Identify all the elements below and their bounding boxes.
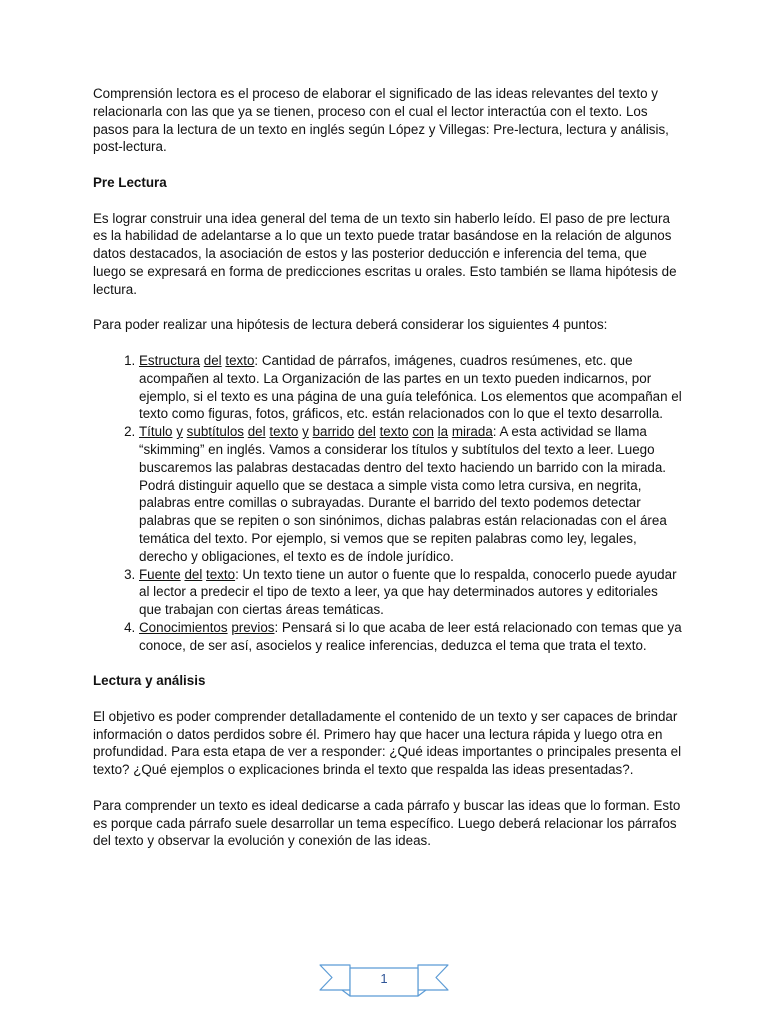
section-heading-lectura-analisis: Lectura y análisis	[93, 673, 206, 689]
page-number: 1	[380, 971, 388, 986]
point-text: : Cantidad de párrafos, imágenes, cuadros resúmenes, etc. que acompañen al texto. La Organización de las partes en un texto pueden indicarnos, por ejemplo, si el texto es una página de una guía telefónica. Los elementos que acompañan el texto como figuras, fotos, gráficos, etc. están relacionados con lo que el texto desarrolla.	[139, 352, 682, 422]
points-intro: Para poder realizar una hipótesis de lectura deberá considerar los siguientes 4 puntos:	[93, 317, 608, 333]
page-footer	[318, 962, 450, 998]
lectura-analisis-paragraph-1: El objetivo es poder comprender detalladamente el contenido de un texto y ser capaces de brindar información o datos perdidos sobre él. Primero hay que hacer una lectura rápida y luego otra en profundidad. Para esta etapa de ver a responder: ¿Qué ideas importantes o principales presenta el texto? ¿Qué ejemplos o explicaciones brinda el texto que respalda las ideas presentadas?.	[93, 708, 682, 778]
lectura-analisis-paragraph-2: Para comprender un texto es ideal dedicarse a cada párrafo y buscar las ideas que lo forman. Esto es porque cada párrafo suele desarrollar un tema específico. Luego deberá relacionar los párrafos del texto y observar la evolución y conexión de las ideas.	[93, 797, 681, 849]
document-page	[93, 85, 683, 868]
point-text: : A esta actividad se llama “skimming” en inglés. Vamos a considerar los títulos y subtítulos del texto a leer. Luego buscaremos las palabras destacadas dentro del texto haciendo un barrido con la mirada. Podrá distinguir aquello que se destaca a simple vista como letra cursiva, en negrita, palabras entre comillas o subrayadas. Durante el barrido del texto podemos detectar palabras que se repiten o son sinónimos, dichas palabras están relacionadas con el área temática del texto. Por ejemplo, si vemos que se repiten palabras como ley, legales, derecho y obligaciones, el texto es de índole jurídico.	[139, 424, 667, 564]
list-item	[139, 619, 683, 655]
pre-lectura-paragraph: Es lograr construir una idea general del tema de un texto sin haberlo leído. El paso de pre lectura es la habilidad de adelantarse a lo que un texto puede tratar basándose en la relación de algunos datos destacados, la asociación de estos y las posterior deducción e inferencia del tema, que luego se expresará en forma de predicciones escritas u orales. Esto también se llama hipótesis de lectura.	[93, 210, 677, 297]
point-title: Estructura del texto	[139, 352, 255, 368]
list-item	[139, 566, 683, 619]
section-heading-pre-lectura: Pre Lectura	[93, 174, 167, 190]
intro-paragraph: Comprensión lectora es el proceso de elaborar el significado de las ideas relevantes del texto y relacionarla con las que ya se tienen, proceso con el cual el lector interactúa con el texto. Los pasos para la lectura de un texto en inglés según López y Villegas: Pre-lectura, lectura y análisis, post-lectura.	[93, 86, 669, 155]
point-title: Fuente del texto	[139, 566, 236, 582]
point-text: : Pensará si lo que acaba de leer está relacionado con temas que ya conoce, de ser así, asocielos y realice inferencias, deduzca el tema que trata el texto.	[139, 619, 682, 653]
points-list	[93, 352, 683, 655]
list-item	[139, 423, 683, 565]
point-title: Título y subtítulos del texto y barrido del texto con la mirada	[139, 424, 493, 440]
point-text: : Un texto tiene un autor o fuente que lo respalda, conocerlo puede ayudar al lector a predecir el tipo de texto a leer, ya que hay determinados autores y editoriales que trabajan con ciertas áreas temáticas.	[139, 566, 677, 618]
list-item	[139, 352, 683, 423]
point-title: Conocimientos previos	[139, 619, 275, 635]
